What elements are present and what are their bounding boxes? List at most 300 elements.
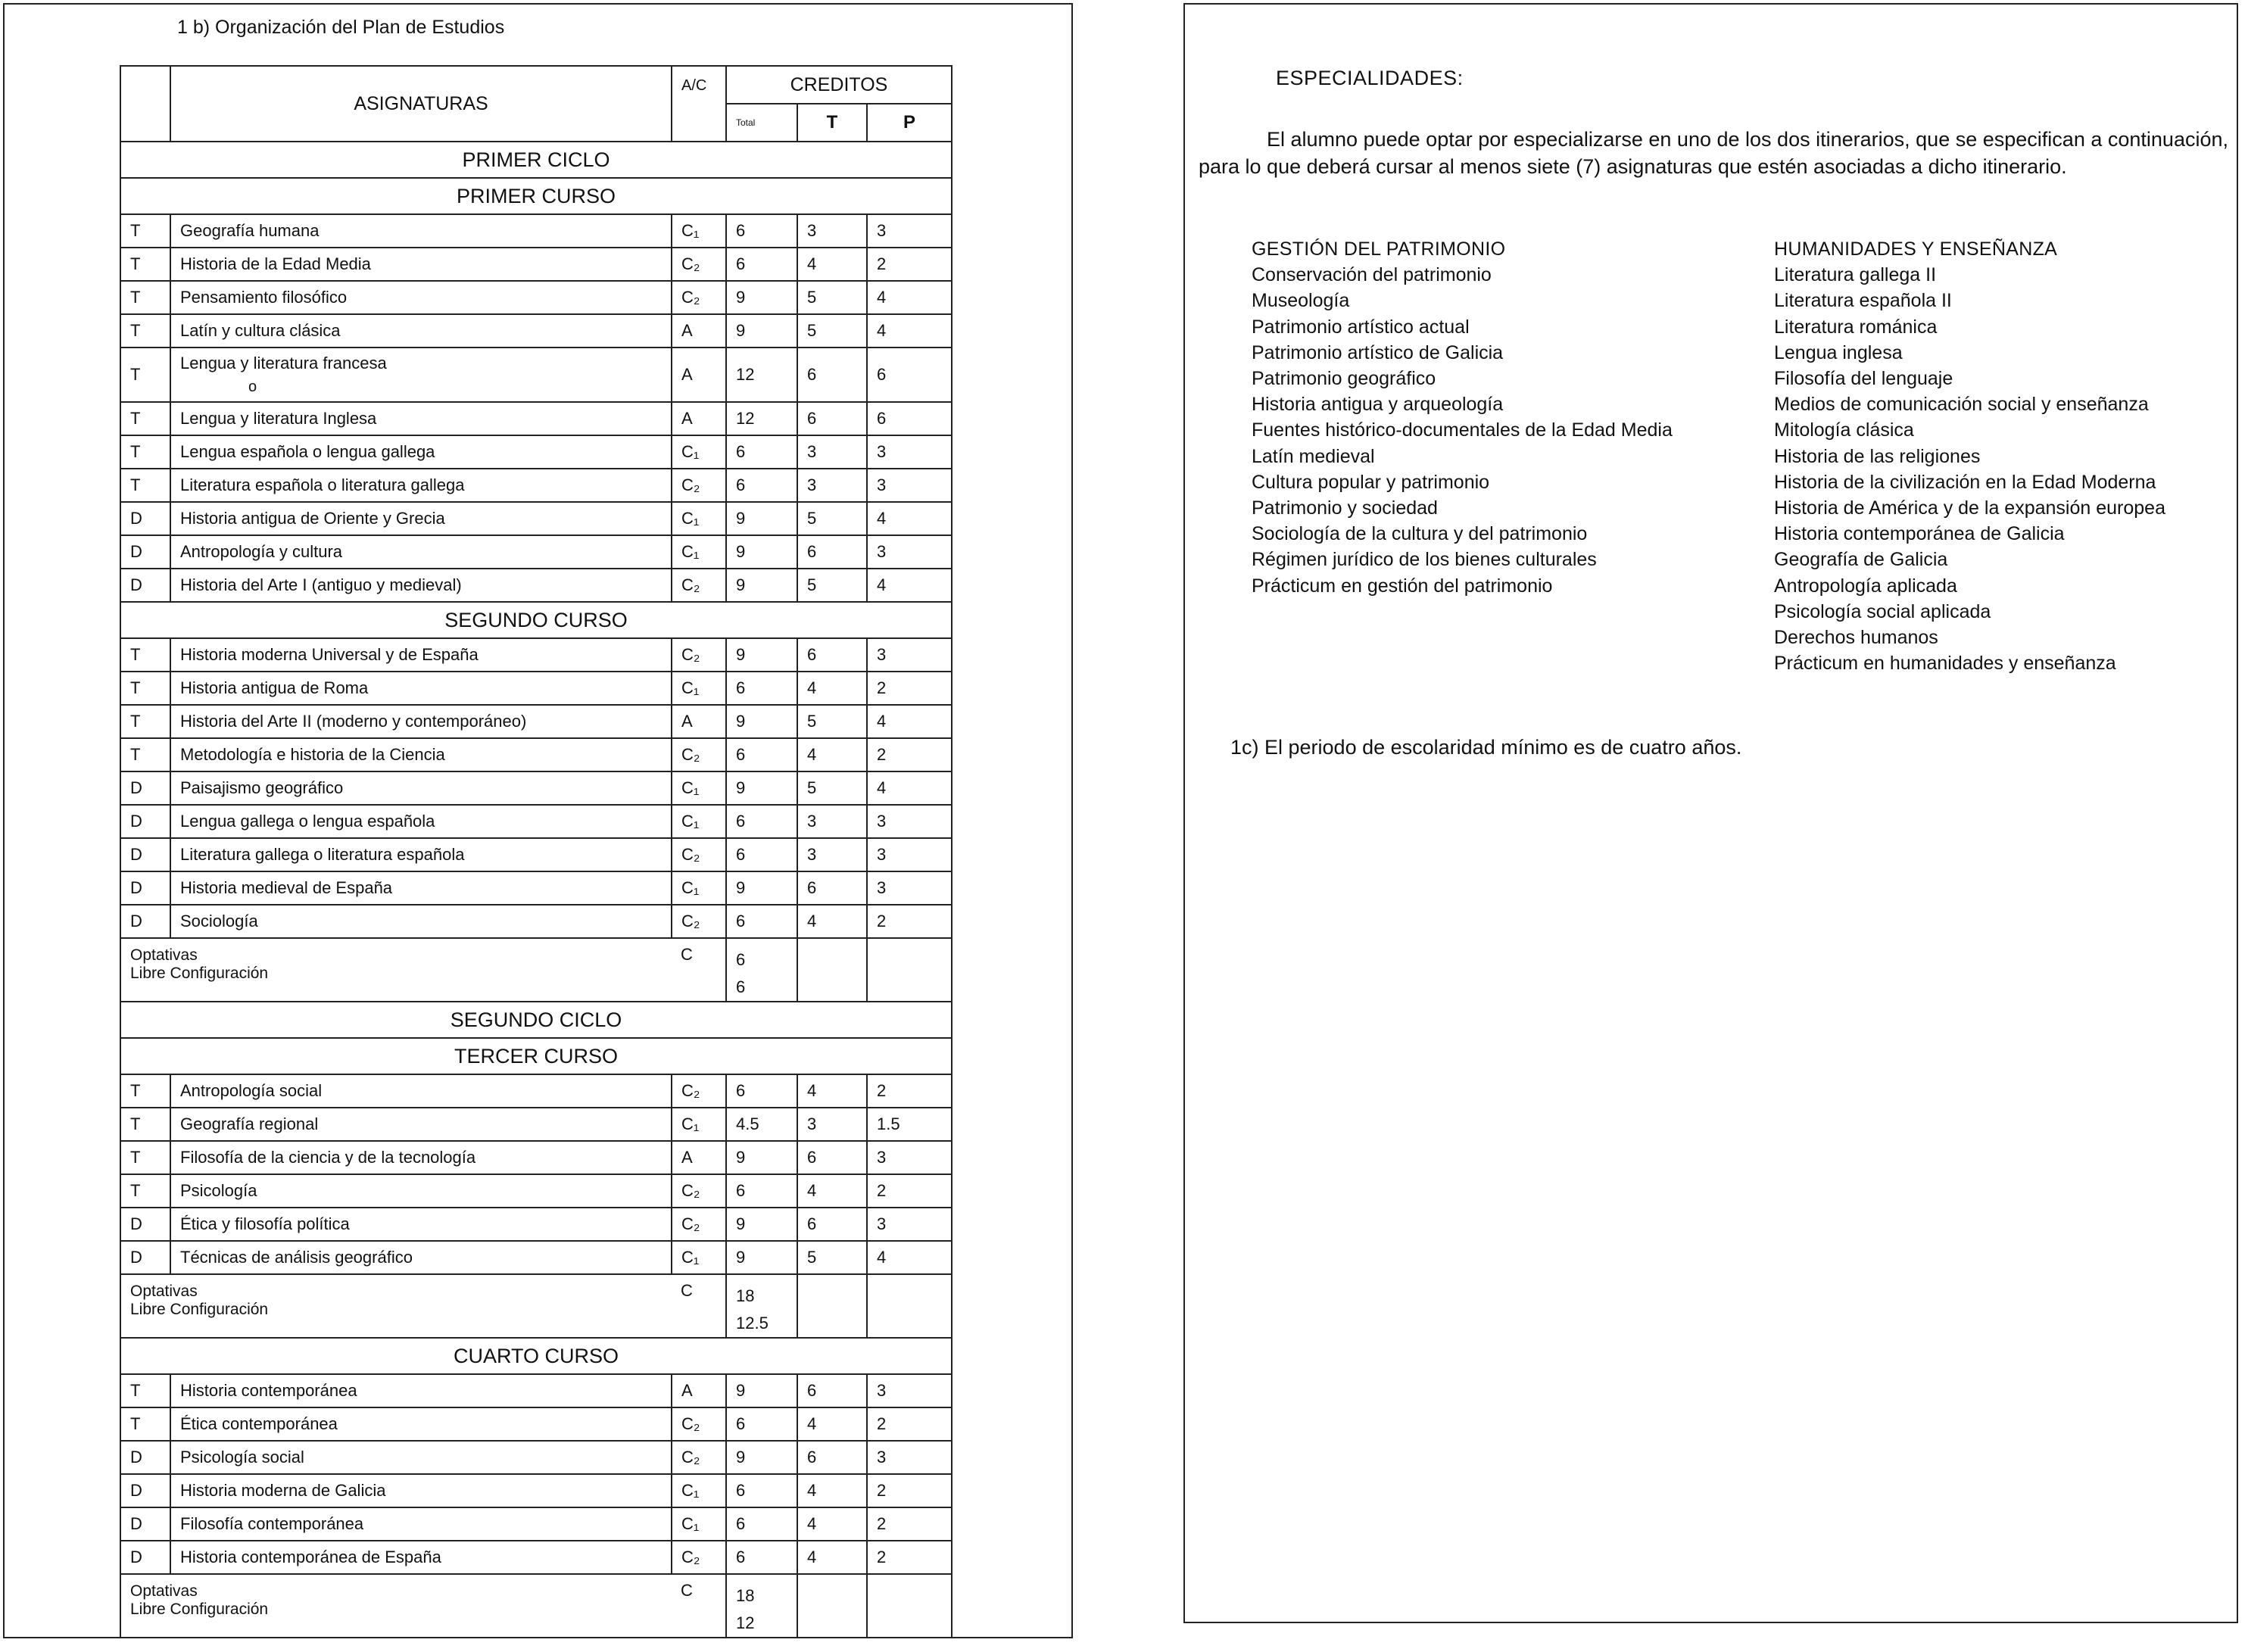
itinerary-item: Patrimonio y sociedad (1252, 497, 1438, 519)
subject-name: Sociología (180, 912, 258, 930)
cycle-heading (120, 1002, 952, 1038)
subject-type: D (120, 1507, 170, 1541)
subject-name-cell (170, 1174, 672, 1208)
course-heading-label: CUARTO CURSO (120, 1338, 952, 1374)
subject-t: 5 (797, 314, 867, 348)
subject-type: D (120, 1474, 170, 1507)
cycle-heading-label: SEGUNDO CICLO (120, 1002, 952, 1038)
itinerary-item: Sociología de la cultura y del patrimonio (1252, 523, 1588, 545)
subject-t: 6 (797, 638, 867, 672)
subject-row (120, 871, 952, 905)
subject-total: 9 (726, 1208, 797, 1241)
subject-type: D (120, 502, 170, 535)
subject-ac: C₂ (672, 1174, 726, 1208)
subject-t: 4 (797, 1507, 867, 1541)
subject-t: 5 (797, 771, 867, 805)
subject-name-cell (170, 281, 672, 314)
subject-total: 6 (726, 469, 797, 502)
subject-t: 6 (797, 1441, 867, 1474)
itinerary-item: Régimen jurídico de los bienes culturales (1252, 549, 1597, 571)
table-body (120, 142, 952, 1638)
subject-name: Antropología social (180, 1081, 323, 1100)
subject-p: 2 (867, 905, 952, 938)
subject-name-cell (170, 771, 672, 805)
subject-ac: C₂ (672, 1074, 726, 1108)
subject-total: 9 (726, 771, 797, 805)
subject-p: 3 (867, 1208, 952, 1241)
course-heading (120, 1038, 952, 1074)
subject-p: 3 (867, 1141, 952, 1174)
itinerary-item: Conservación del patrimonio (1252, 264, 1492, 286)
subject-name: Ética contemporánea (180, 1414, 338, 1433)
subject-ac: C₂ (672, 638, 726, 672)
subject-row (120, 569, 952, 602)
subject-p: 4 (867, 314, 952, 348)
itinerary-item: Literatura española II (1774, 290, 1952, 312)
subject-t: 3 (797, 214, 867, 248)
subject-name-cell (170, 1074, 672, 1108)
subject-t: 3 (797, 805, 867, 838)
course-heading (120, 178, 952, 214)
optativas-label: Optativas (130, 946, 198, 964)
subject-type: T (120, 1108, 170, 1141)
itinerary-heading: GESTIÓN DEL PATRIMONIO (1252, 238, 1506, 260)
subject-t: 5 (797, 502, 867, 535)
subject-name-cell (170, 1541, 672, 1574)
subject-name: Psicología social (180, 1448, 304, 1467)
subject-total: 9 (726, 1374, 797, 1407)
subject-name-cell (170, 638, 672, 672)
subject-total: 9 (726, 502, 797, 535)
subject-ac: C₁ (672, 1507, 726, 1541)
subject-p: 3 (867, 1374, 952, 1407)
subject-p: 2 (867, 1541, 952, 1574)
subject-total: 9 (726, 1141, 797, 1174)
subject-total: 9 (726, 871, 797, 905)
subject-ac: C₁ (672, 502, 726, 535)
subject-ac: C₁ (672, 435, 726, 469)
itinerary-item: Literatura románica (1774, 316, 1938, 338)
subject-ac: C₂ (672, 281, 726, 314)
subject-ac: C₂ (672, 905, 726, 938)
itinerary-item: Latín medieval (1252, 445, 1375, 467)
itinerary-list (1774, 262, 2165, 676)
subject-row (120, 1108, 952, 1141)
subject-name: Ética y filosofía política (180, 1214, 350, 1233)
subject-row (120, 214, 952, 248)
subject-type: T (120, 469, 170, 502)
subject-name: Filosofía contemporánea (180, 1514, 364, 1533)
itinerary-list (1252, 262, 1673, 599)
optativas-totals (726, 1574, 797, 1638)
subject-name-cell (170, 905, 672, 938)
subject-name-cell (170, 871, 672, 905)
subject-type: D (120, 1541, 170, 1574)
subject-p: 2 (867, 1174, 952, 1208)
subject-row (120, 1174, 952, 1208)
libre-config-label: Libre Configuración (130, 965, 269, 982)
optativas-p (867, 938, 952, 1002)
subject-t: 3 (797, 838, 867, 871)
cycle-heading-label: PRIMER CICLO (120, 142, 952, 178)
subject-t: 6 (797, 1208, 867, 1241)
subject-p: 2 (867, 1474, 952, 1507)
itinerary-item: Historia de las religiones (1774, 445, 1981, 467)
subject-total: 9 (726, 1441, 797, 1474)
subject-total: 6 (726, 248, 797, 281)
subject-type: T (120, 348, 170, 402)
subject-t: 4 (797, 738, 867, 771)
subject-name-cell (170, 1141, 672, 1174)
subject-row (120, 502, 952, 535)
subject-ac: C₂ (672, 1407, 726, 1441)
subject-row (120, 672, 952, 705)
subject-name: Lengua y literatura Inglesa (180, 409, 377, 428)
itinerary-item: Historia de la civilización en la Edad Moderna (1774, 471, 2156, 493)
subject-p: 2 (867, 738, 952, 771)
subject-total: 9 (726, 705, 797, 738)
optativas-row (120, 938, 952, 1002)
libre-config-total: 12.5 (736, 1314, 769, 1333)
subject-p: 2 (867, 1407, 952, 1441)
subject-p: 4 (867, 281, 952, 314)
itinerary-item: Historia antigua y arqueología (1252, 394, 1504, 416)
subject-t: 3 (797, 1108, 867, 1141)
subject-t: 5 (797, 569, 867, 602)
optativas-ac: C (672, 1574, 726, 1638)
subject-type: D (120, 771, 170, 805)
libre-config-total: 12 (736, 1613, 755, 1632)
subject-total: 6 (726, 672, 797, 705)
subject-name: Historia antigua de Oriente y Grecia (180, 509, 445, 528)
itinerary-item: Geografía de Galicia (1774, 549, 1948, 571)
subject-name-cell (170, 535, 672, 569)
subject-t: 5 (797, 281, 867, 314)
subject-name: Paisajismo geográfico (180, 778, 344, 797)
optativas-ac: C (672, 938, 726, 1002)
subject-ac: C₁ (672, 214, 726, 248)
subject-name-cell (170, 1208, 672, 1241)
subject-t: 6 (797, 1141, 867, 1174)
itinerary-item: Fuentes histórico-documentales de la Edad Media (1252, 419, 1673, 441)
itinerary-item: Psicología social aplicada (1774, 600, 1991, 622)
subject-name-cell (170, 314, 672, 348)
subject-total: 6 (726, 1407, 797, 1441)
subject-row (120, 1374, 952, 1407)
subject-type: D (120, 871, 170, 905)
study-plan-table (120, 65, 953, 1638)
subject-name: Lengua española o lengua gallega (180, 442, 435, 461)
subject-name-cell (170, 214, 672, 248)
itinerary-item: Cultura popular y patrimonio (1252, 471, 1490, 493)
libre-config-label: Libre Configuración (130, 1301, 269, 1318)
subject-total: 9 (726, 569, 797, 602)
itinerary-item: Derechos humanos (1774, 627, 1938, 649)
subject-name: Historia moderna Universal y de España (180, 645, 479, 664)
optativas-t (797, 1274, 867, 1338)
subject-type: T (120, 1141, 170, 1174)
subject-type: T (120, 281, 170, 314)
subject-p: 3 (867, 805, 952, 838)
subject-name: Historia de la Edad Media (180, 254, 371, 273)
subject-type: T (120, 1407, 170, 1441)
subject-type: D (120, 838, 170, 871)
subject-ac: C₂ (672, 248, 726, 281)
course-heading (120, 1338, 952, 1374)
subject-type: T (120, 705, 170, 738)
subject-t: 6 (797, 402, 867, 435)
subject-p: 2 (867, 672, 952, 705)
subject-total: 6 (726, 838, 797, 871)
subject-name: Latín y cultura clásica (180, 321, 341, 340)
subject-name: Técnicas de análisis geográfico (180, 1248, 413, 1267)
subject-t: 4 (797, 248, 867, 281)
subject-type: T (120, 1174, 170, 1208)
subject-p: 1.5 (867, 1108, 952, 1141)
subject-name: Literatura gallega o literatura española (180, 845, 465, 864)
subject-p: 3 (867, 535, 952, 569)
subject-type: D (120, 1441, 170, 1474)
subject-name: Lengua gallega o lengua española (180, 812, 435, 831)
subject-total: 9 (726, 535, 797, 569)
period-note: 1c) El periodo de escolaridad mínimo es de cuatro años. (1230, 736, 1742, 759)
subject-p: 2 (867, 248, 952, 281)
subject-row (120, 1407, 952, 1441)
subject-t: 4 (797, 1407, 867, 1441)
subject-p: 4 (867, 569, 952, 602)
subject-total: 9 (726, 314, 797, 348)
course-heading-label: SEGUNDO CURSO (120, 602, 952, 638)
subject-ac: C₂ (672, 1441, 726, 1474)
subject-name: Geografía humana (180, 221, 320, 240)
subject-ac: C₁ (672, 1241, 726, 1274)
subject-p: 4 (867, 705, 952, 738)
subject-total: 6 (726, 805, 797, 838)
subject-row (120, 738, 952, 771)
subject-total: 12 (726, 348, 797, 402)
subject-name: Geografía regional (180, 1114, 319, 1133)
optativas-labels (120, 1274, 672, 1338)
subject-t: 6 (797, 1374, 867, 1407)
subject-ac: A (672, 402, 726, 435)
itinerary-item: Patrimonio artístico actual (1252, 316, 1470, 338)
subject-name-cell (170, 672, 672, 705)
subject-row (120, 1507, 952, 1541)
subject-row (120, 805, 952, 838)
subject-ac: C₁ (672, 771, 726, 805)
subject-total: 6 (726, 214, 797, 248)
optativas-total: 6 (736, 950, 746, 969)
subject-ac: C₂ (672, 838, 726, 871)
subject-row (120, 905, 952, 938)
subject-p: 3 (867, 871, 952, 905)
subject-row (120, 402, 952, 435)
subject-name-cell (170, 402, 672, 435)
subject-name-cell (170, 1108, 672, 1141)
optativas-total: 18 (736, 1586, 755, 1605)
cycle-heading (120, 142, 952, 178)
subject-name-cell (170, 805, 672, 838)
subject-row (120, 1441, 952, 1474)
optativas-row (120, 1274, 952, 1338)
subject-p: 2 (867, 1074, 952, 1108)
subject-total: 6 (726, 905, 797, 938)
subject-row (120, 771, 952, 805)
subject-name: Pensamiento filosófico (180, 288, 348, 307)
optativas-labels (120, 1574, 672, 1638)
subject-total: 6 (726, 435, 797, 469)
header-ac: A/C (672, 66, 726, 142)
subject-type: D (120, 805, 170, 838)
header-asignaturas: ASIGNATURAS (170, 66, 672, 142)
optativas-row (120, 1574, 952, 1638)
subject-ac: C₂ (672, 1208, 726, 1241)
itinerary-item: Patrimonio geográfico (1252, 368, 1436, 390)
subject-total: 9 (726, 281, 797, 314)
subject-name: Historia contemporánea de España (180, 1548, 441, 1566)
itinerary-item: Museología (1252, 290, 1350, 312)
subject-t: 3 (797, 469, 867, 502)
subject-type: T (120, 248, 170, 281)
subject-total: 6 (726, 1174, 797, 1208)
subject-total: 6 (726, 1507, 797, 1541)
itinerary-humanities (1774, 236, 2165, 676)
subject-name-cell (170, 248, 672, 281)
subject-name: Lengua y literatura francesa (180, 354, 387, 372)
subject-p: 3 (867, 214, 952, 248)
subject-name: Literatura española o literatura gallega (180, 475, 465, 494)
subject-p: 6 (867, 402, 952, 435)
subject-name: Historia medieval de España (180, 878, 393, 897)
subject-p: 2 (867, 1507, 952, 1541)
subject-t: 5 (797, 1241, 867, 1274)
optativas-p (867, 1574, 952, 1638)
optativas-ac: C (672, 1274, 726, 1338)
plan-title: 1 b) Organización del Plan de Estudios (177, 17, 505, 38)
subject-total: 6 (726, 1474, 797, 1507)
optativas-totals (726, 1274, 797, 1338)
subject-type: T (120, 314, 170, 348)
or-connector: o (248, 379, 257, 395)
subject-t: 4 (797, 1541, 867, 1574)
subject-p: 3 (867, 435, 952, 469)
subject-p: 3 (867, 469, 952, 502)
subject-total: 9 (726, 1241, 797, 1274)
subject-name-cell (170, 348, 672, 402)
right-page (1183, 3, 2238, 1623)
subject-ac: C₁ (672, 1474, 726, 1507)
subject-row (120, 638, 952, 672)
subject-name-cell (170, 705, 672, 738)
subject-total: 6 (726, 1541, 797, 1574)
subject-ac: A (672, 314, 726, 348)
itinerary-item: Patrimonio artístico de Galicia (1252, 341, 1504, 363)
itinerary-item: Medios de comunicación social y enseñanza (1774, 394, 2149, 416)
optativas-labels (120, 938, 672, 1002)
subject-name: Filosofía de la ciencia y de la tecnología (180, 1148, 476, 1167)
itinerary-item: Mitología clásica (1774, 419, 1914, 441)
subject-t: 4 (797, 1074, 867, 1108)
subject-total: 4.5 (726, 1108, 797, 1141)
header-creditos: CREDITOS (726, 66, 952, 104)
subject-type: T (120, 402, 170, 435)
header-type-cell (120, 66, 170, 142)
subject-ac: C₁ (672, 871, 726, 905)
subject-type: T (120, 435, 170, 469)
optativas-totals (726, 938, 797, 1002)
subject-ac: C₂ (672, 569, 726, 602)
optativas-label: Optativas (130, 1582, 198, 1600)
itinerary-item: Lengua inglesa (1774, 341, 1903, 363)
subject-name-cell (170, 738, 672, 771)
subject-ac: A (672, 1141, 726, 1174)
subject-t: 4 (797, 672, 867, 705)
subject-ac: C₂ (672, 738, 726, 771)
optativas-total: 18 (736, 1286, 755, 1305)
subject-p: 4 (867, 502, 952, 535)
itinerary-heritage (1252, 236, 1673, 599)
optativas-label: Optativas (130, 1283, 198, 1300)
subject-p: 6 (867, 348, 952, 402)
subject-type: T (120, 1074, 170, 1108)
subject-t: 5 (797, 705, 867, 738)
subject-type: D (120, 569, 170, 602)
subject-row (120, 838, 952, 871)
subject-type: T (120, 672, 170, 705)
left-page (3, 3, 1073, 1638)
subject-row (120, 314, 952, 348)
subject-total: 6 (726, 1074, 797, 1108)
subject-t: 6 (797, 348, 867, 402)
subject-t: 6 (797, 535, 867, 569)
subject-row (120, 281, 952, 314)
subject-name-cell (170, 1241, 672, 1274)
subject-name-cell (170, 1441, 672, 1474)
subject-name: Metodología e historia de la Ciencia (180, 745, 445, 764)
subject-p: 4 (867, 1241, 952, 1274)
subject-p: 3 (867, 638, 952, 672)
subject-row (120, 435, 952, 469)
optativas-t (797, 1574, 867, 1638)
subject-p: 3 (867, 838, 952, 871)
optativas-t (797, 938, 867, 1002)
subject-p: 4 (867, 771, 952, 805)
subject-type: T (120, 638, 170, 672)
itinerary-item: Literatura gallega II (1774, 264, 1937, 286)
subject-row (120, 1208, 952, 1241)
libre-config-total: 6 (736, 977, 746, 996)
subject-ac: A (672, 1374, 726, 1407)
subject-name-cell (170, 1507, 672, 1541)
subject-total: 12 (726, 402, 797, 435)
subject-row (120, 348, 952, 402)
itinerary-item: Filosofía del lenguaje (1774, 368, 1953, 390)
itinerary-item: Historia contemporánea de Galicia (1774, 523, 2065, 545)
subject-name: Historia contemporánea (180, 1381, 357, 1400)
subject-row (120, 1241, 952, 1274)
subject-type: T (120, 214, 170, 248)
subject-ac: C₁ (672, 535, 726, 569)
header-t: T (797, 104, 867, 142)
subject-t: 6 (797, 871, 867, 905)
subject-ac: C₁ (672, 1108, 726, 1141)
subject-type: D (120, 535, 170, 569)
subject-ac: C₂ (672, 1541, 726, 1574)
subject-ac: A (672, 348, 726, 402)
subject-name: Historia del Arte I (antiguo y medieval) (180, 575, 462, 594)
subject-row (120, 535, 952, 569)
subject-total: 6 (726, 738, 797, 771)
